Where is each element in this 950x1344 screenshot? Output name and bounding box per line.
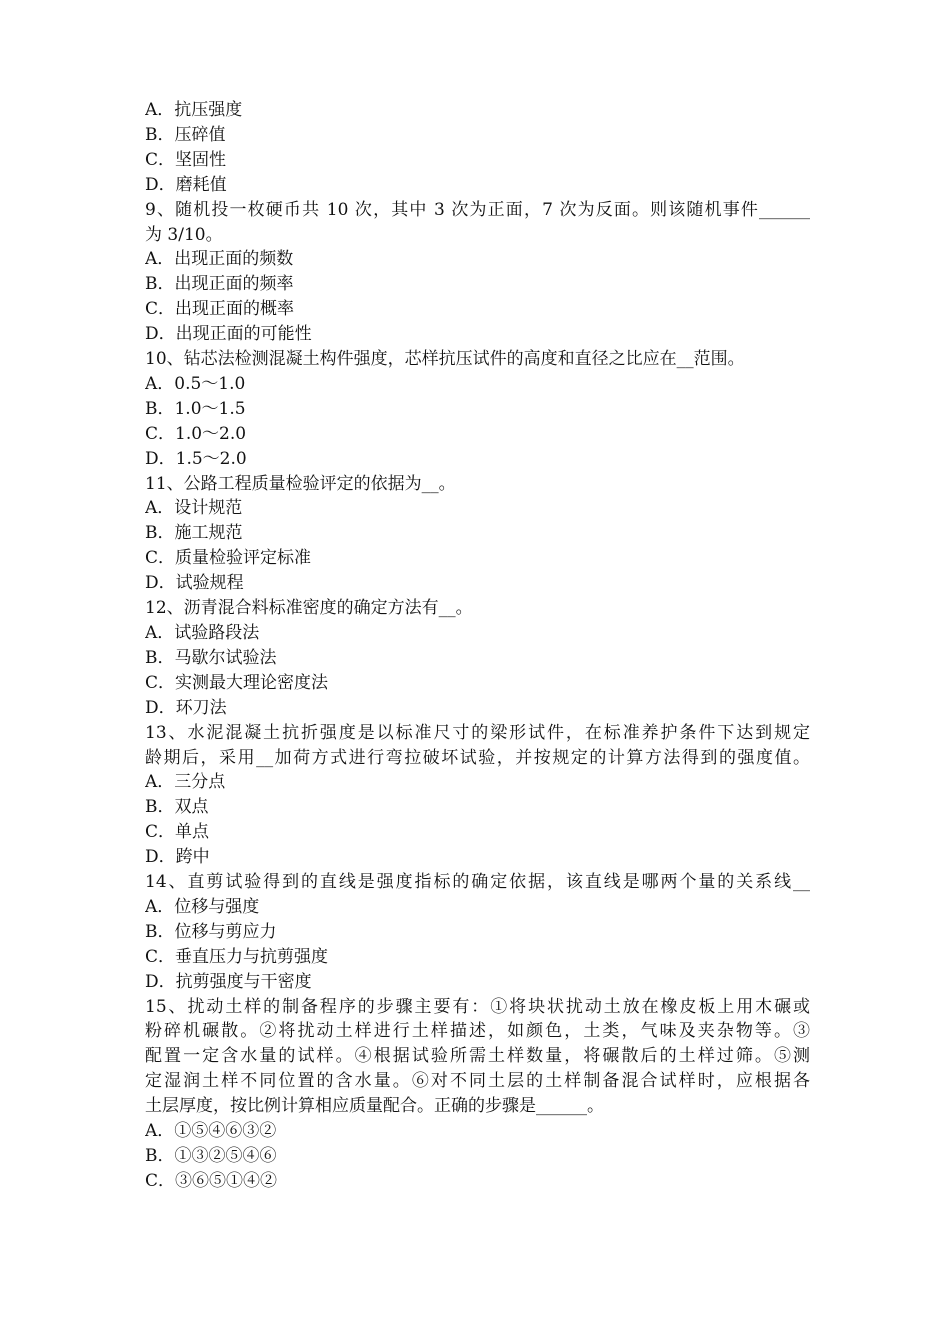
option-line: A．设计规范 bbox=[145, 498, 243, 519]
option-line: A．①⑤④⑥③② bbox=[145, 1121, 277, 1142]
option-line: C．垂直压力与抗剪强度 bbox=[145, 946, 329, 967]
option-line: A．0.5～1.0 bbox=[145, 373, 246, 394]
option-line: D．1.5～2.0 bbox=[145, 448, 247, 469]
option-line: B．施工规范 bbox=[145, 523, 243, 544]
option-line: A．出现正面的频数 bbox=[145, 249, 294, 270]
question-13-line-1: 13、水泥混凝土抗折强度是以标准尺寸的梁形试件，在标准养护条件下达到规定 bbox=[145, 722, 810, 743]
question-9-line-2: 为 3/10。 bbox=[145, 224, 223, 245]
option-line: C．坚固性 bbox=[145, 149, 227, 170]
question-15-line-1: 15、扰动土样的制备程序的步骤主要有：①将块状扰动土放在橡皮板上用木碾或 bbox=[145, 996, 810, 1017]
option-line: D．磨耗值 bbox=[145, 174, 227, 195]
option-line: C．1.0～2.0 bbox=[145, 423, 247, 444]
option-line: B．出现正面的频率 bbox=[145, 274, 294, 295]
question-15-line-2: 粉碎机碾散。②将扰动土样进行土样描述，如颜色，土类，气味及夹杂物等。③ bbox=[145, 1021, 810, 1042]
option-line: A．三分点 bbox=[145, 772, 226, 793]
option-line: C．质量检验评定标准 bbox=[145, 548, 312, 569]
option-line: D．出现正面的可能性 bbox=[145, 324, 312, 345]
option-line: B．位移与剪应力 bbox=[145, 921, 277, 942]
option-line: A．位移与强度 bbox=[145, 896, 260, 917]
question-12-line: 12、沥青混合料标准密度的确定方法有__。 bbox=[145, 598, 473, 619]
question-15-line-3: 配置一定含水量的试样。④根据试验所需土样数量，将碾散后的土样过筛。⑤测 bbox=[145, 1046, 810, 1067]
option-line: C．③⑥⑤①④② bbox=[145, 1170, 278, 1191]
option-line: B．双点 bbox=[145, 797, 209, 818]
question-13-line-2: 龄期后，采用__加荷方式进行弯拉破坏试验，并按规定的计算方法得到的强度值。 bbox=[145, 747, 810, 768]
question-15-line-5: 土层厚度，按比例计算相应质量配合。正确的步骤是______。 bbox=[145, 1096, 604, 1117]
option-line: B．马歇尔试验法 bbox=[145, 647, 277, 668]
question-15-line-4: 定湿润土样不同位置的含水量。⑥对不同土层的土样制备混合试样时，应根据各 bbox=[145, 1071, 810, 1092]
option-line: B．1.0～1.5 bbox=[145, 398, 246, 419]
option-line: D．跨中 bbox=[145, 847, 210, 868]
option-line: C．出现正面的概率 bbox=[145, 299, 295, 320]
option-line: C．单点 bbox=[145, 822, 210, 843]
option-line: B．①③②⑤④⑥ bbox=[145, 1145, 277, 1166]
option-line: B．压碎值 bbox=[145, 124, 226, 145]
option-line: D．抗剪强度与干密度 bbox=[145, 971, 312, 992]
option-line: D．试验规程 bbox=[145, 573, 244, 594]
question-text-body bbox=[145, 98, 810, 1194]
option-line: A．试验路段法 bbox=[145, 623, 260, 644]
question-11-line: 11、公路工程质量检验评定的依据为__。 bbox=[145, 473, 456, 494]
question-14-line: 14、直剪试验得到的直线是强度指标的确定依据，该直线是哪两个量的关系线__ bbox=[145, 872, 810, 893]
question-10-line: 10、钻芯法检测混凝土构件强度，芯样抗压试件的高度和直径之比应在__范围。 bbox=[145, 349, 745, 370]
option-line: D．环刀法 bbox=[145, 697, 227, 718]
option-line: C．实测最大理论密度法 bbox=[145, 672, 329, 693]
question-9-line-1: 9、随机投一枚硬币共 10 次，其中 3 次为正面，7 次为反面。则该随机事件______ bbox=[145, 199, 810, 220]
option-line: A．抗压强度 bbox=[145, 100, 243, 120]
